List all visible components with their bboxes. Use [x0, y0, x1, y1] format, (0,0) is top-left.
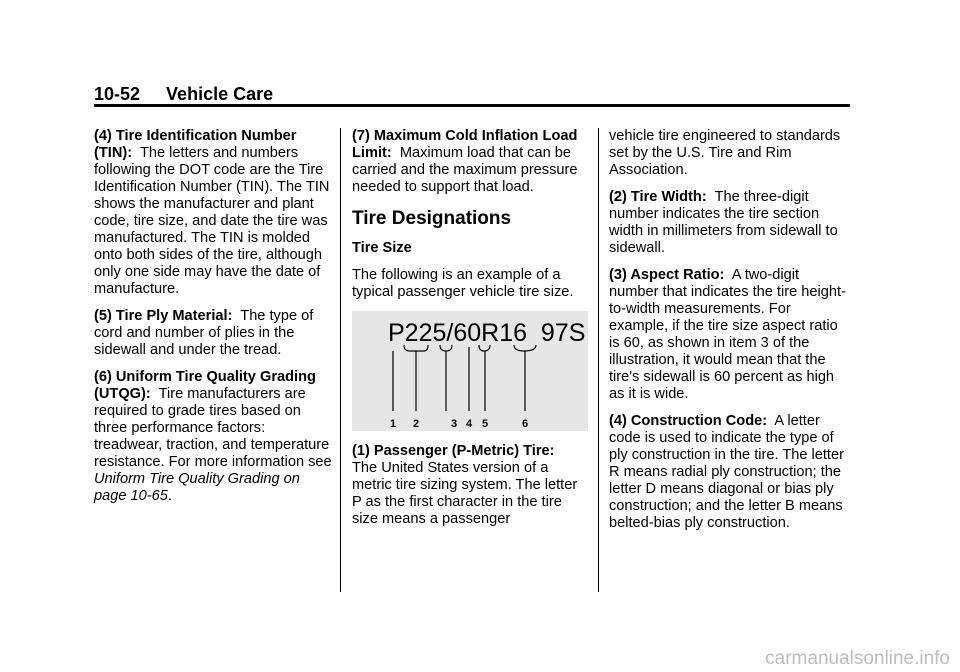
page-header: [94, 84, 273, 105]
paragraph-text: Tire manufacturers are required to grade tires based on three performance factors: treadwear, traction, and temperature resistance. For more information see: [94, 386, 332, 470]
term-label: (6) Uniform Tire Quality Grading (UTQG):: [94, 369, 316, 402]
subsection-heading: Tire Size: [352, 240, 412, 256]
tire-size-illustration: [352, 311, 588, 431]
callout-3: 3: [450, 418, 458, 430]
paragraph-tin: [94, 128, 332, 298]
callout-5: 5: [481, 418, 489, 430]
paragraph-passenger: [352, 443, 590, 528]
column-divider: [340, 128, 341, 592]
callout-lines: [393, 345, 536, 411]
paragraph-construction-code: [609, 413, 847, 532]
term-label: (4) Tire Identification Number (TIN):: [94, 128, 297, 161]
term-label: (7) Maximum Cold Inflation Load Limit:: [352, 128, 578, 161]
header-rule: [94, 104, 850, 107]
callout-2: 2: [412, 418, 420, 430]
cross-reference-link[interactable]: Uniform Tire Quality Grading on page 10-65: [94, 471, 300, 504]
paragraph-continued: vehicle tire engineered to standards set by the U.S. Tire and Rim Association.: [609, 128, 841, 178]
tire-size-diagram: [352, 311, 588, 431]
paragraph-max-load: [352, 128, 590, 196]
paragraph-text: .: [167, 488, 172, 504]
callout-6: 6: [521, 418, 529, 430]
term-label: (1) Passenger (P-Metric) Tire:: [352, 443, 555, 459]
callout-4: 4: [465, 418, 473, 430]
tire-code-text: P225/60R16 97S: [388, 319, 586, 347]
callout-1: 1: [389, 418, 397, 430]
term-label: (5) Tire Ply Material:: [94, 308, 233, 324]
term-label: (3) Aspect Ratio:: [609, 267, 725, 283]
paragraph-intro: The following is an example of a typical passenger vehicle tire size.: [352, 267, 574, 300]
term-label: (4) Construction Code:: [609, 413, 768, 429]
watermark: carmanualsonline.info: [765, 648, 950, 669]
term-label: (2) Tire Width:: [609, 189, 707, 205]
paragraph-text: The type of cord and number of plies in the sidewall and under the tread.: [94, 308, 314, 358]
paragraph-tire-width: [609, 189, 847, 257]
paragraph-aspect-ratio: [609, 267, 847, 403]
paragraph-text: A two-digit number that indicates the tire height-to-width measurements. For example, if the tire size aspect ratio is 60, as shown in item 3 of the illustration, it would mean that the tire's sidewall is 60 percent as high as it is wide.: [609, 267, 846, 402]
paragraph-text: The three-digit number indicates the tire section width in millimeters from sidewall to sidewall.: [609, 189, 838, 256]
paragraph-text: Maximum load that can be carried and the maximum pressure needed to support that load.: [352, 145, 578, 195]
section-heading: Tire Designations: [352, 208, 512, 229]
section-title: Vehicle Care: [166, 84, 274, 104]
column-1: [94, 128, 332, 515]
paragraph-text: The United States version of a metric tire sizing system. The letter P as the first character in the tire size means a passenger: [352, 460, 578, 527]
paragraph-utqg: [94, 369, 332, 505]
column-3: [609, 128, 847, 542]
page-number: 10-52: [94, 84, 141, 104]
paragraph-text: The letters and numbers following the DOT code are the Tire Identification Number (TIN). The TIN shows the manufacturer and plant code, tire size, and date the tire was manufactured. The TIN is molded onto both sides of the tire, although only one side may have the date of manufacture.: [94, 145, 330, 297]
column-divider: [598, 128, 599, 592]
paragraph-text: A letter code is used to indicate the type of ply construction in the tire. The letter R means radial ply construction; the letter D means diagonal or bias ply construction; and the letter B means belted-bias ply construction.: [609, 413, 844, 531]
paragraph-ply-material: [94, 308, 332, 359]
column-2: [352, 128, 590, 538]
